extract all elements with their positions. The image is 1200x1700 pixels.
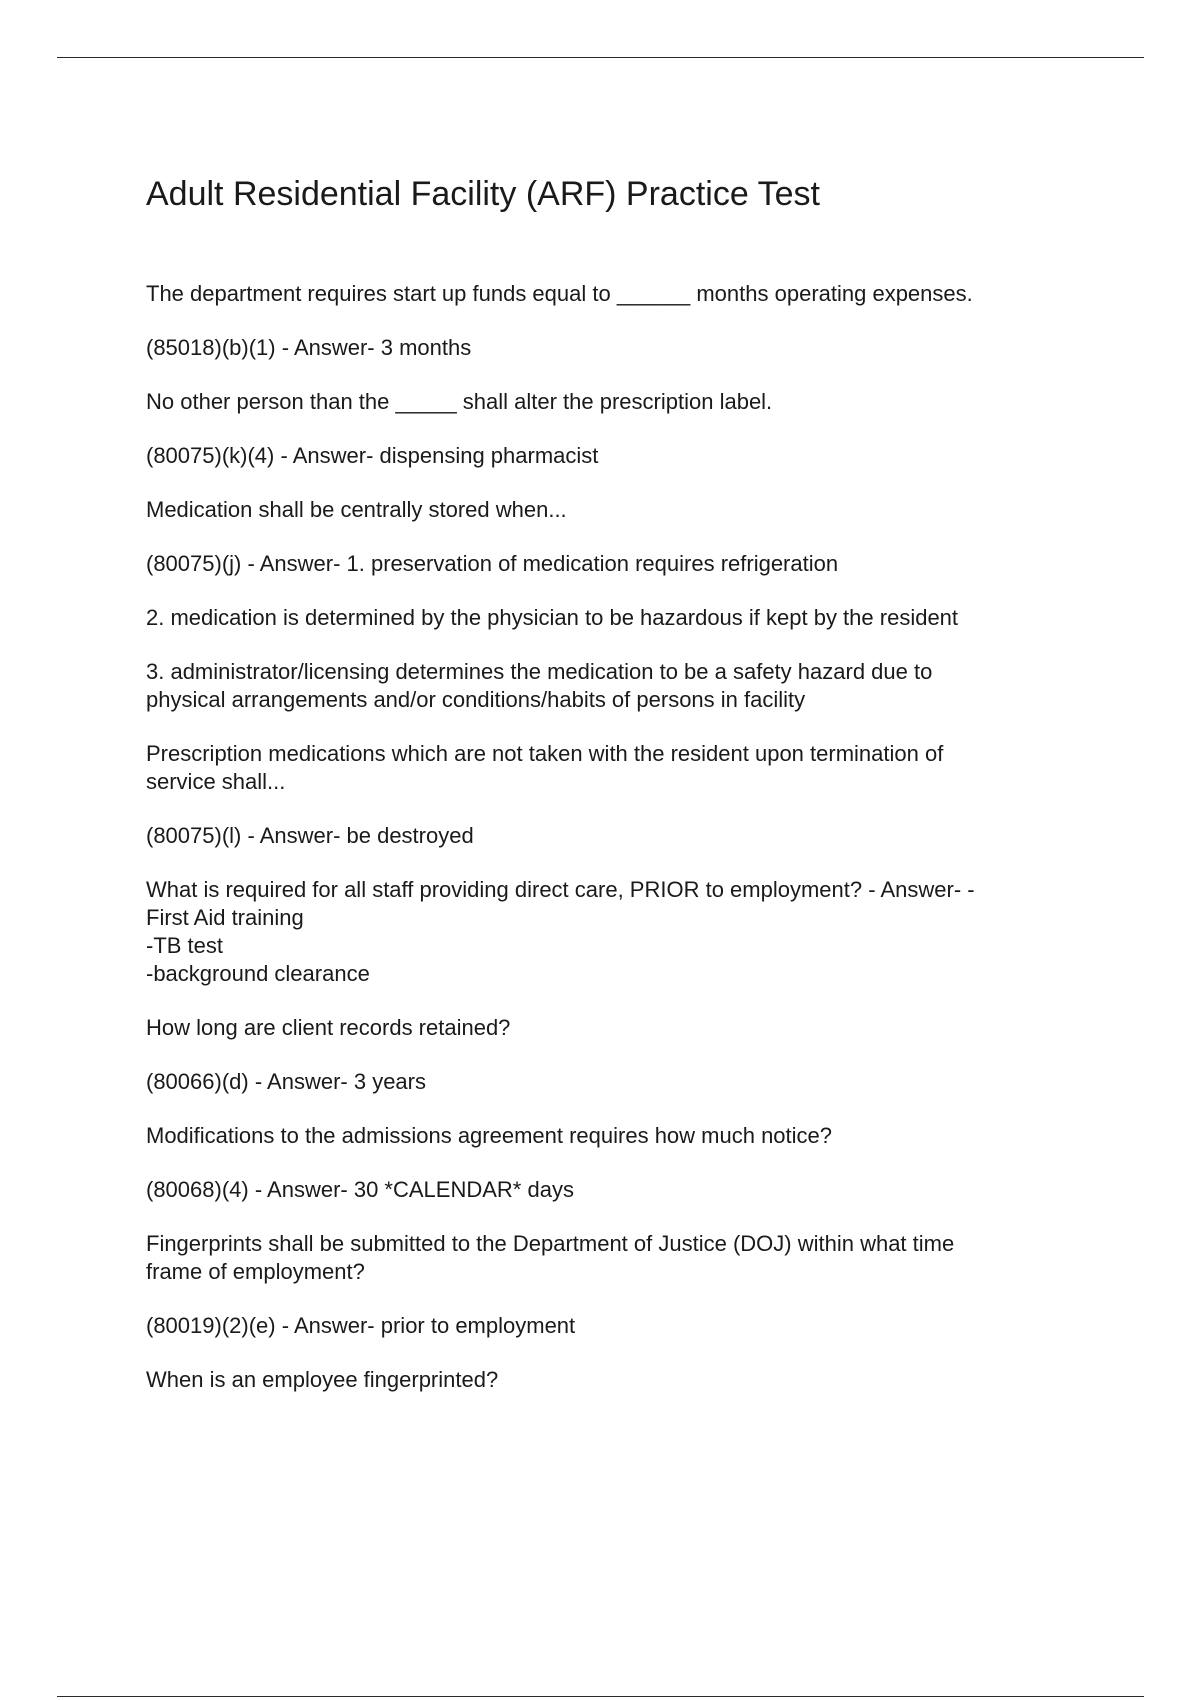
question-fingerprint-timing: When is an employee fingerprinted? — [146, 1367, 499, 1392]
answer-central-storage-3: 3. administrator/licensing determines the medication to be a safety hazard due to physical arrangements and/or conditions/habits of persons in facility — [146, 659, 933, 712]
question-records-retention: How long are client records retained? — [146, 1015, 511, 1040]
question-fingerprints-doj: Fingerprints shall be submitted to the Department of Justice (DOJ) within what time frame of employment? — [146, 1231, 955, 1284]
answer-records-retention: (80066)(d) - Answer- 3 years — [146, 1069, 426, 1094]
bottom-rule — [57, 1696, 1144, 1697]
question-start-up-funds: The department requires start up funds equal to ______ months operating expenses. — [146, 281, 973, 306]
document-title: Adult Residential Facility (ARF) Practice Test — [146, 175, 820, 213]
answer-admissions-notice: (80068)(4) - Answer- 30 *CALENDAR* days — [146, 1177, 574, 1202]
answer-central-storage-2: 2. medication is determined by the physician to be hazardous if kept by the resident — [146, 605, 959, 630]
top-rule — [57, 57, 1144, 58]
answer-start-up-funds: (85018)(b)(1) - Answer- 3 months — [146, 335, 472, 360]
document-body — [146, 170, 1066, 1420]
answer-fingerprints-doj: (80019)(2)(e) - Answer- prior to employment — [146, 1313, 576, 1338]
answer-termination-medications: (80075)(l) - Answer- be destroyed — [146, 823, 474, 848]
question-termination-medications: Prescription medications which are not taken with the resident upon termination of service shall... — [146, 741, 944, 794]
answer-prescription-label: (80075)(k)(4) - Answer- dispensing pharmacist — [146, 443, 599, 468]
answer-central-storage-1: (80075)(j) - Answer- 1. preservation of medication requires refrigeration — [146, 551, 839, 576]
question-prescription-label: No other person than the _____ shall alter the prescription label. — [146, 389, 773, 414]
question-central-storage: Medication shall be centrally stored when... — [146, 497, 567, 522]
question-answer-staff-requirements: What is required for all staff providing direct care, PRIOR to employment? - Answer- - First Aid training -TB test -background clearance — [146, 877, 975, 986]
question-admissions-notice: Modifications to the admissions agreement requires how much notice? — [146, 1123, 833, 1148]
